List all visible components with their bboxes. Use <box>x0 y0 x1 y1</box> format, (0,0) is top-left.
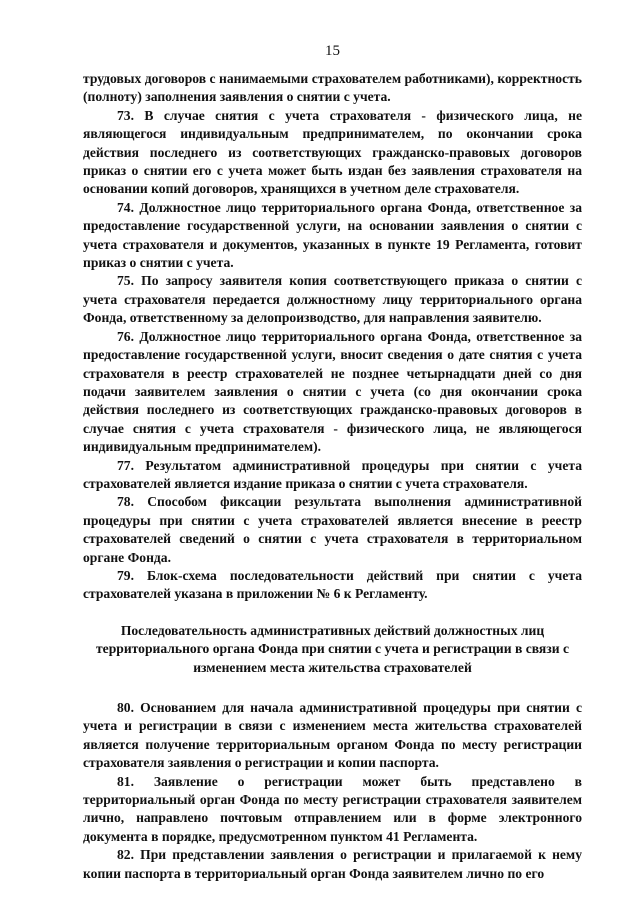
paragraph-73: 73. В случае снятия с учета страхователя - физического лица, не являющегося индивидуальным предпринимателем, по окончании срока действия последнего из соответствующих гражданско-правовых договоров приказ о снятии его с учета может быть издан без заявления страхователя на основании копий договоров, хранящихся в учетном деле страхователя. <box>83 107 582 197</box>
paragraphs-top <box>83 70 582 604</box>
paragraph-81: 81. Заявление о регистрации может быть представлено в территориальный орган Фонда по месту регистрации страхователя заявителем лично, направлено почтовым отправлением или в форме электронного документа в порядке, предусмотренном пунктом 41 Регламента. <box>83 773 582 844</box>
paragraph-74: 74. Должностное лицо территориального органа Фонда, ответственное за предоставление государственной услуги, на основании заявления о снятии с учета страхователя и документов, указанных в пункте 19 Регламента, готовит приказ о снятии с учета. <box>83 199 582 271</box>
page-number: 15 <box>325 43 340 59</box>
section-heading: Последовательность административных действий должностных лиц территориального органа Фонда при снятии с учета и регистрации в связи с изменением места жительства страхователей <box>96 622 569 675</box>
paragraph-77: 77. Результатом административной процедуры при снятии с учета страхователей является издание приказа о снятии с учета страхователя. <box>83 457 582 491</box>
paragraph-continuation: трудовых договоров с нанимаемыми страхователем работниками), корректность (полноту) заполнения заявления о снятии с учета. <box>83 71 582 105</box>
paragraph-79: 79. Блок-схема последовательности действий при снятии с учета страхователей указана в приложении № 6 к Регламенту. <box>83 567 582 602</box>
paragraphs-bottom <box>83 699 582 883</box>
paragraph-82: 82. При представлении заявления о регистрации и прилагаемой к нему копии паспорта в территориальный орган Фонда заявителем лично по его <box>83 847 582 881</box>
paragraph-78: 78. Способом фиксации результата выполнения административной процедуры при снятии с учета страхователей является внесение в реестр страхователей сведений о снятии с учета страхователя в территориальном органе Фонда. <box>83 494 582 565</box>
paragraph-80: 80. Основанием для начала административной процедуры при снятии с учета и регистрации в связи с изменением места жительства страхователей является получение территориальным органом Фонда по месту регистрации страхователя заявления о регистрации и копии паспорта. <box>83 700 582 771</box>
paragraph-75: 75. По запросу заявителя копия соответствующего приказа о снятии с учета страхователя передается должностному лицу территориального органа Фонда, ответственному за делопроизводство, для направления заявителю. <box>83 273 582 326</box>
paragraph-76: 76. Должностное лицо территориального органа Фонда, ответственное за предоставление государственной услуги, вносит сведения о дате снятия с учета страхователя в реестр страхователей не позднее четырнадцати дней со дня подачи заявителем заявления о снятии с учета (со дня окончании срока действия последнего из соответствующих гражданско-правовых договоров в случае снятия с учета страхователя - физического лица, не являющегося индивидуальным предпринимателем). <box>83 328 582 455</box>
